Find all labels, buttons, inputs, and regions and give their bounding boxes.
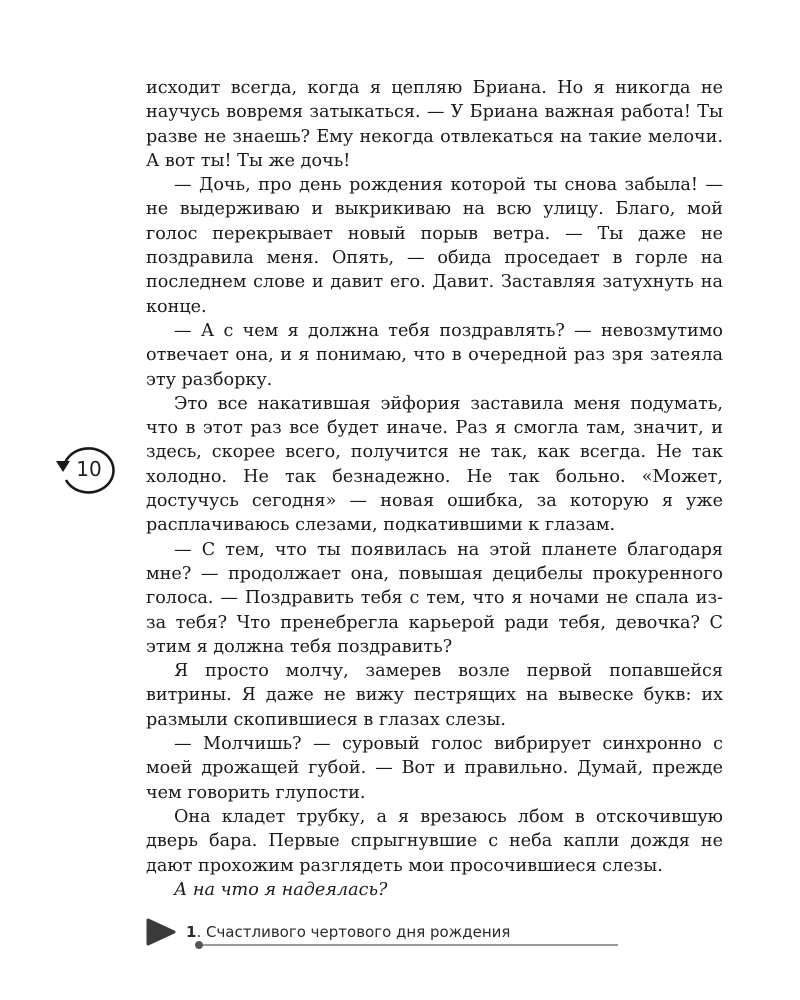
paragraph-7: — Молчишь? — суровый голос вибрирует синхронно с моей дрожащей губой. — Вот и правильно. Думай, прежде чем говорить глупости. [146,734,723,803]
page-number-badge [54,444,116,496]
footer-dot [195,941,203,949]
paragraph-1: исходит всегда, когда я цепляю Бриана. Но я никогда не научусь вовремя затыкаться. — У Бриана важная работа! Ты разве не знаешь? Ему некогда отвлекаться на такие мелочи. А вот ты! Ты же дочь! [146,78,723,171]
footer-rule [198,944,618,946]
chapter-title-text: . Счастливого чертового дня рождения [196,923,511,941]
body-text [146,76,723,902]
paragraph-5: — С тем, что ты появилась на этой планете благодаря мне? — продолжает она, повышая децибелы прокуренного голоса. — Поздравить тебя с тем, что я ночами не спала из-за тебя? Что пренебрегла карьерой ради тебя, девочка? С этим я должна тебя поздравить? [146,539,723,657]
paragraph-4: Это все накатившая эйфория заставила меня подумать, что в этот раз все будет иначе. Раз я смогла там, значит, и здесь, скорее всего, получится не так, как всегда. Не так холодно. Не так безнадежно. Не так больно. «Может, достучусь сегодня» — новая ошибка, за которую я уже расплачиваюсь слезами, подкатившими к глазам. [146,393,723,536]
chapter-title [186,923,510,941]
play-triangle-icon [146,918,176,946]
paragraph-9: А на что я надеялась? [174,879,388,900]
paragraph-3: — А с чем я должна тебя поздравлять? — невозмутимо отвечает она, и я понимаю, что в очередной раз зря затеяла эту разборку. [146,320,723,390]
running-footer [146,918,626,958]
paragraph-8: Она кладет трубку, а я врезаюсь лбом в отскочившую дверь бара. Первые спрыгнувшие с неба капли дождя не дают прохожим разглядеть мои просочившиеся слезы. [146,806,723,876]
chapter-number: 1 [186,923,197,941]
paragraph-2: — Дочь, про день рождения которой ты снова забыла! — не выдерживаю и выкрикиваю на всю улицу. Благо, мой голос перекрывает новый порыв ветра. — Ты даже не поздравила меня. Опять, — обида проседает в горле на последнем слове и давит его. Давит. Заставляя затухнуть на конце. [146,175,723,317]
paragraph-6: Я просто молчу, замерев возле первой попавшейся витрины. Я даже не вижу пестрящих на вывеске букв: их размыли скопившиеся в глазах слезы. [146,661,723,730]
page-number: 10 [76,457,102,481]
